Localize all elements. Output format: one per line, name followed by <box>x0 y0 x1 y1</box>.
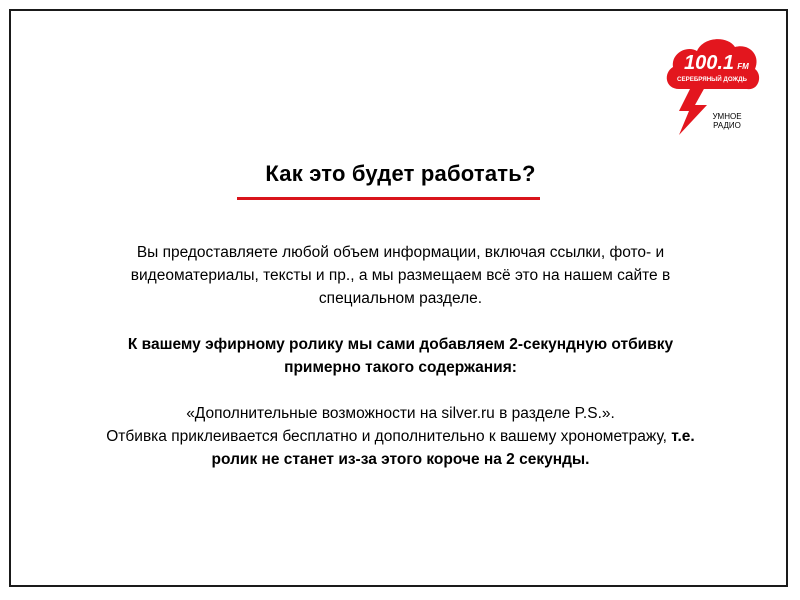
station-logo <box>657 31 767 141</box>
note-regular-text: Отбивка приклеивается бесплатно и дополнительно к вашему хронометражу, <box>106 428 672 445</box>
page-title: Как это будет работать? <box>265 161 536 186</box>
emphasis-paragraph: К вашему эфирному ролику мы сами добавляем 2-секундную отбивку примерно такого содержания: <box>127 336 674 376</box>
slide <box>9 9 788 587</box>
note-bold-text: т.е. ролик не станет из-за этого короче на 2 секунды. <box>211 428 695 468</box>
logo-tagline-line2: РАДИО <box>713 121 741 130</box>
logo-station-name: СЕРЕБРЯНЫЙ ДОЖДЬ <box>677 76 747 83</box>
logo-frequency: 100.1 <box>683 52 735 74</box>
title-underline <box>237 197 540 200</box>
intro-paragraph: Вы предоставляете любой объем информации, включая ссылки, фото- и видеоматериалы, тексты и пр., а мы размещаем всё это на нашем сайте в специальном разделе. <box>130 244 671 307</box>
quote-text: «Дополнительные возможности на silver.ru в разделе P.S.». <box>186 405 615 422</box>
note-paragraph <box>101 402 700 471</box>
cloud-lightning-icon <box>657 31 767 141</box>
content-body <box>101 241 700 471</box>
logo-unit: FM <box>737 62 749 71</box>
logo-tagline-line1: УМНОЕ <box>712 112 742 121</box>
